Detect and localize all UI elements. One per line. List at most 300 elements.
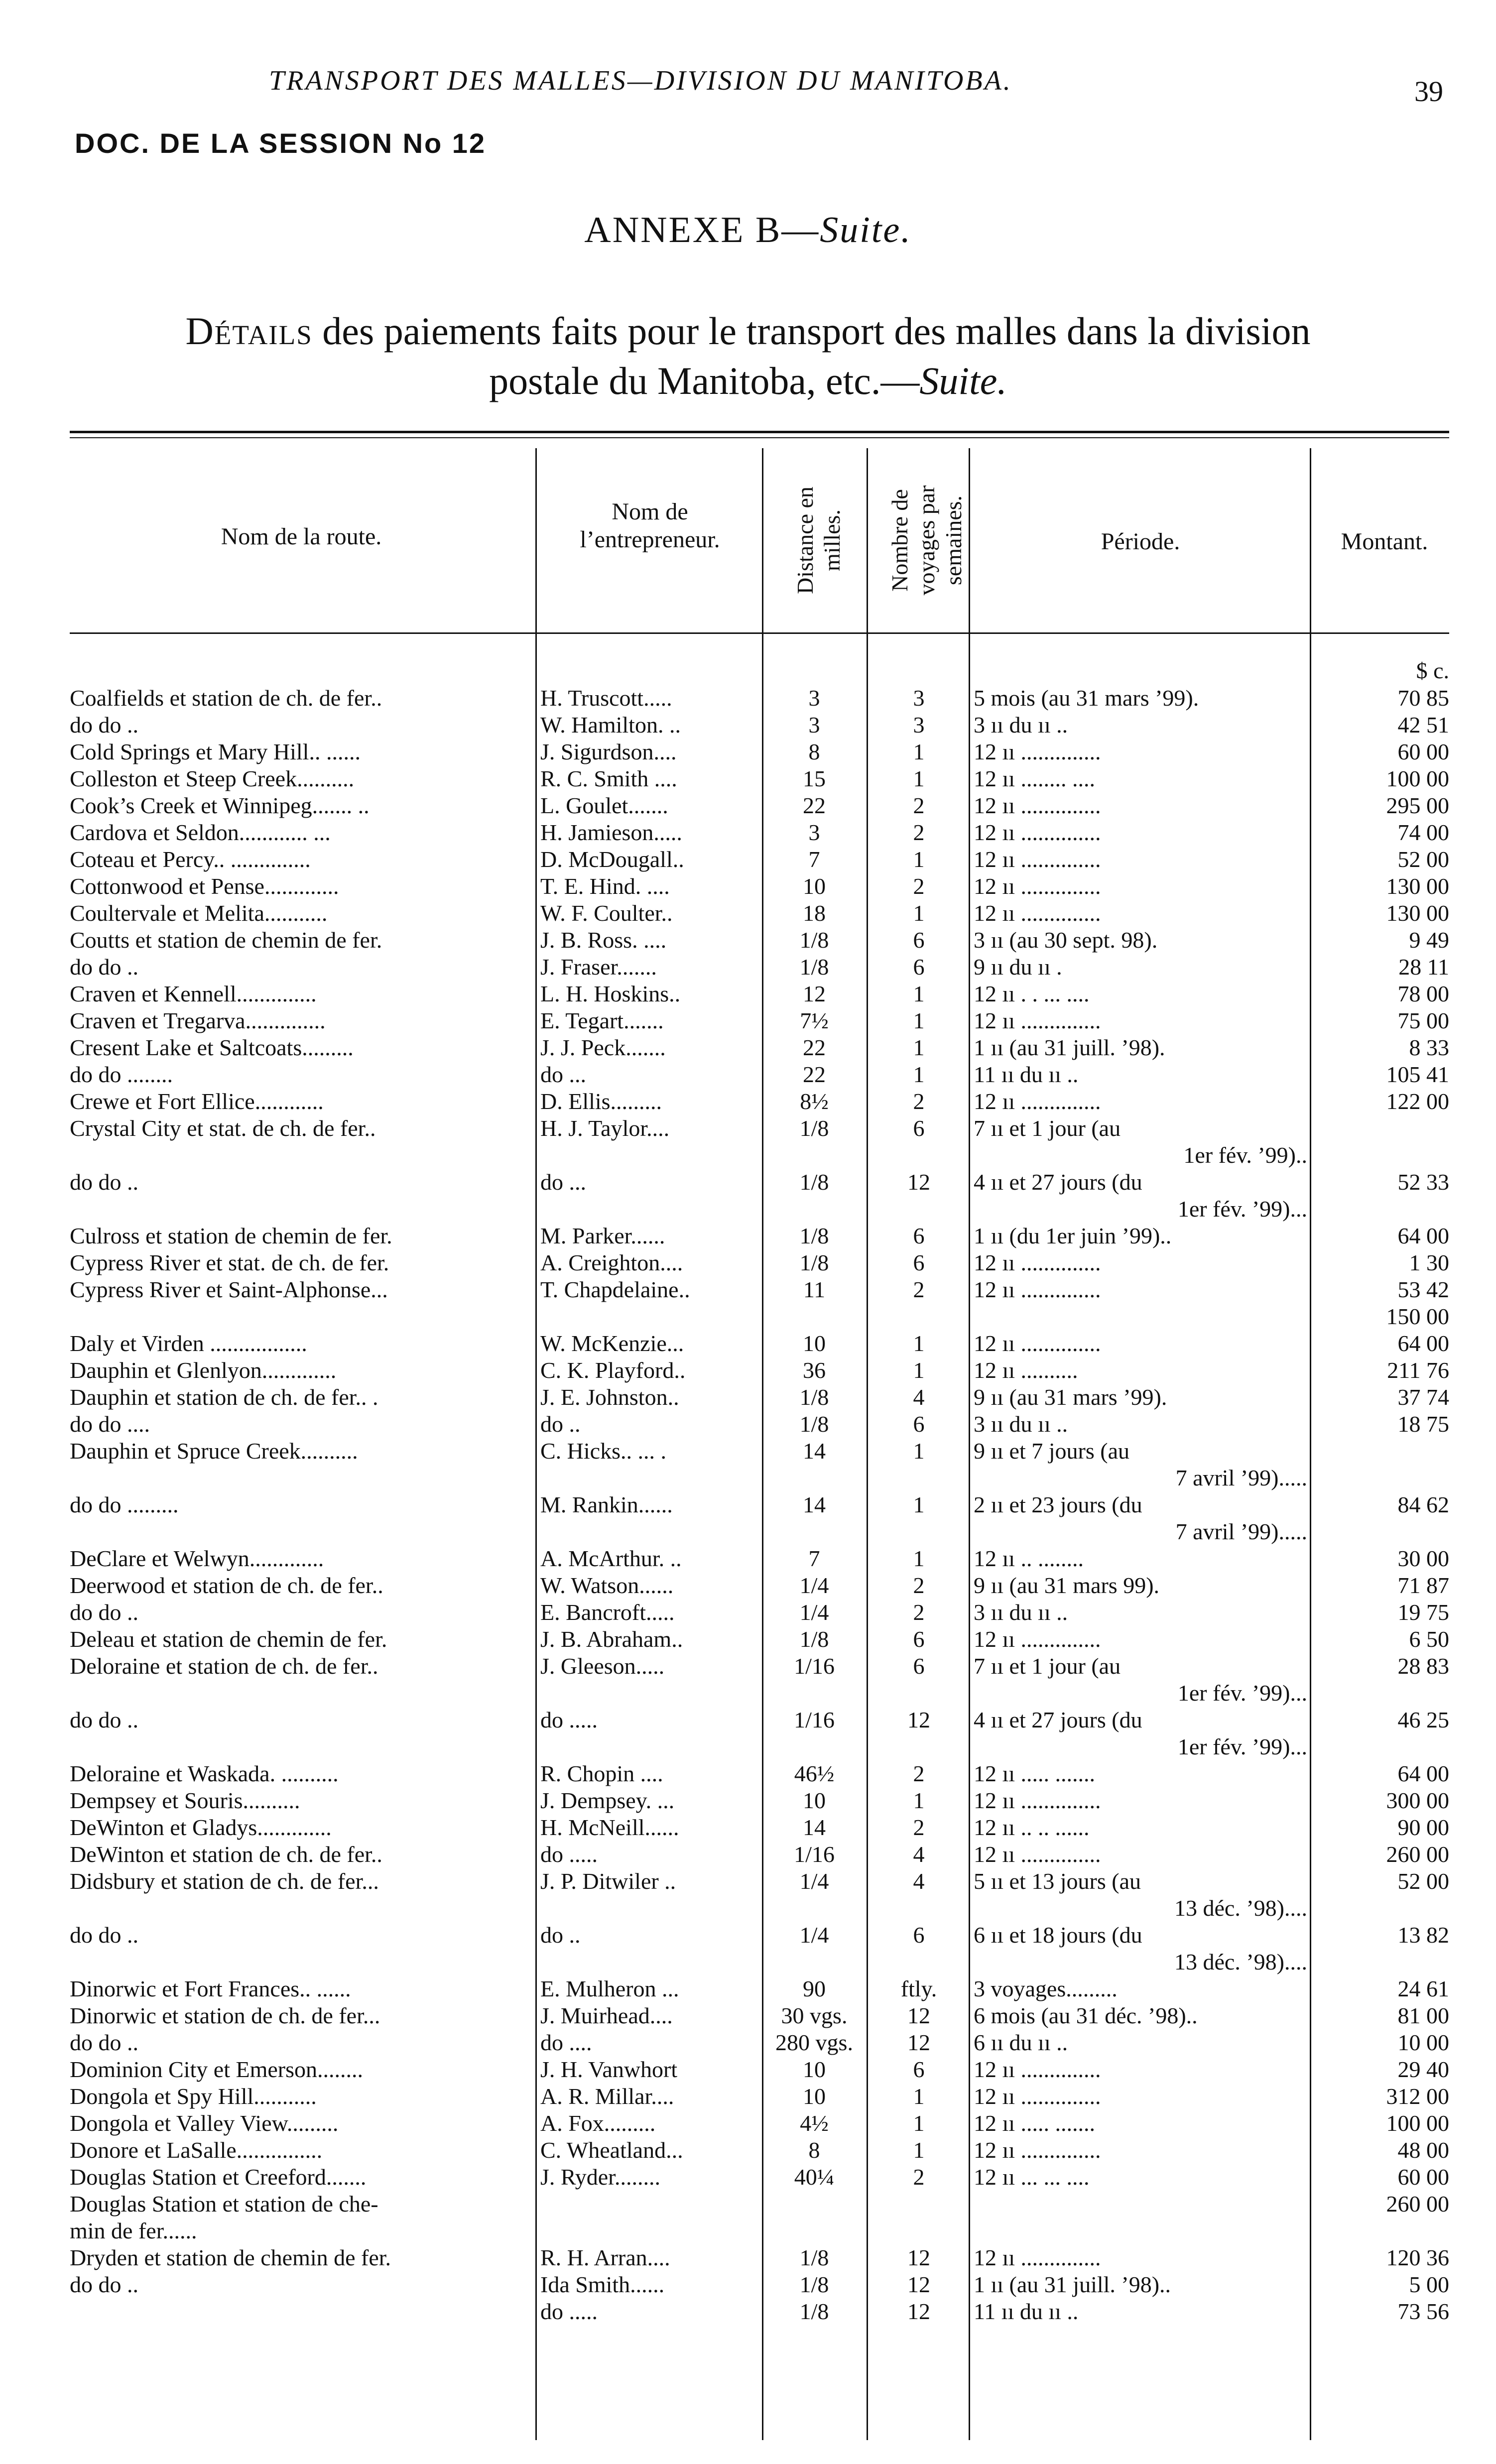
period-cell: 7 avril ’99)..... (1175, 1519, 1307, 1544)
trips-cell: 2 (913, 1573, 925, 1598)
contractor-cell: do ..... (540, 1842, 598, 1867)
distance-cell: 1/8 (799, 1411, 829, 1437)
period-cell: 12 ıı .............. (974, 1008, 1101, 1033)
column-divider-period (1310, 448, 1311, 2440)
route-cell: do do .. (70, 1600, 138, 1625)
distance-cell: 3 (808, 685, 820, 711)
period-cell: 12 ıı . . ... .... (974, 981, 1090, 1006)
trips-cell: 2 (913, 1089, 925, 1114)
contractor-cell: J. P. Ditwiler .. (540, 1868, 676, 1894)
period-cell: 7 ıı et 1 jour (au (974, 1115, 1121, 1141)
route-cell: do do .. (70, 954, 138, 980)
contractor-cell: J. Muirhead.... (540, 2003, 673, 2028)
column-divider-trips (969, 448, 970, 2440)
amount-cell: 10 00 (1397, 2030, 1449, 2055)
trips-cell: 1 (913, 1331, 925, 1356)
amount-cell: 150 00 (1386, 1304, 1449, 1329)
route-cell: Coutts et station de chemin de fer. (70, 927, 382, 953)
distance-cell: 7 (808, 847, 820, 872)
route-cell: do do ........ (70, 1062, 173, 1087)
running-head: TRANSPORT DES MALLES—DIVISION DU MANITOBA. (269, 65, 1012, 96)
contractor-cell: J. E. Johnston.. (540, 1384, 679, 1410)
period-cell: 12 ıı .............. (974, 1788, 1101, 1813)
period-cell: 12 ıı .............. (974, 1250, 1101, 1275)
distance-cell: 1/4 (799, 1600, 829, 1625)
distance-cell: 1/8 (799, 1223, 829, 1248)
period-cell: 12 ıı .......... (974, 1357, 1078, 1383)
trips-cell: 12 (907, 1169, 930, 1195)
amount-cell: 64 00 (1397, 1223, 1449, 1248)
route-cell: Craven et Kennell.............. (70, 981, 317, 1006)
route-cell: Dempsey et Souris.......... (70, 1788, 300, 1813)
trips-cell: 6 (913, 2057, 925, 2082)
route-cell: Donore et LaSalle............... (70, 2137, 323, 2163)
trips-cell: 12 (907, 2245, 930, 2270)
distance-cell: 1/8 (799, 1250, 829, 1275)
period-cell: 6 ıı du ıı .. (974, 2030, 1068, 2055)
trips-cell: 2 (913, 1815, 925, 1840)
amount-cell: 18 75 (1397, 1411, 1449, 1437)
amount-cell: 122 00 (1386, 1089, 1449, 1114)
period-cell: 9 ıı du ıı . (974, 954, 1062, 980)
column-divider-contractor (762, 448, 763, 2440)
distance-cell: 22 (803, 1062, 826, 1087)
amount-cell: 84 62 (1397, 1492, 1449, 1517)
route-cell: Dauphin et station de ch. de fer.. . (70, 1384, 378, 1410)
page-number: 39 (1414, 75, 1443, 108)
period-cell: 13 déc. ’98).... (1174, 1895, 1307, 1921)
period-cell: 3 ıı du ıı .. (974, 712, 1068, 738)
distance-cell: 1/8 (799, 1169, 829, 1195)
route-cell: DeClare et Welwyn............. (70, 1546, 324, 1571)
period-cell: 12 ıı .............. (974, 1089, 1101, 1114)
distance-cell: 46½ (794, 1761, 835, 1786)
column-header-route: Nom de la route. (221, 523, 382, 550)
contractor-cell: J. Dempsey. ... (540, 1788, 675, 1813)
route-cell: Cook’s Creek et Winnipeg....... .. (70, 793, 370, 818)
distance-cell: 1/16 (794, 1842, 835, 1867)
distance-cell: 1/8 (799, 2272, 829, 2297)
distance-cell: 280 vgs. (775, 2030, 853, 2055)
contractor-cell: R. H. Arran.... (540, 2245, 670, 2270)
period-cell: 12 ıı .............. (974, 1842, 1101, 1867)
distance-cell: 15 (803, 766, 826, 791)
table-top-rule (70, 431, 1449, 433)
contractor-cell: R. Chopin .... (540, 1761, 663, 1786)
period-cell: 1er fév. ’99)... (1177, 1196, 1307, 1222)
amount-cell: 48 00 (1397, 2137, 1449, 2163)
amount-cell: 46 25 (1397, 1707, 1449, 1732)
trips-cell: 1 (913, 766, 925, 791)
annexe-suite: Suite. (820, 210, 912, 250)
trips-cell: 2 (913, 2164, 925, 2190)
amount-cell: 52 00 (1397, 847, 1449, 872)
route-cell: Coteau et Percy.. .............. (70, 847, 311, 872)
distance-cell: 1/16 (794, 1653, 835, 1679)
period-cell: 6 ıı et 18 jours (du (974, 1922, 1142, 1948)
contractor-cell: A. McArthur. .. (540, 1546, 682, 1571)
contractor-cell: C. K. Playford.. (540, 1357, 686, 1383)
period-cell: 1er fév. ’99)... (1177, 1680, 1307, 1706)
contractor-cell: A. Creighton.... (540, 1250, 683, 1275)
route-cell: Dauphin et Spruce Creek.......... (70, 1438, 358, 1464)
distance-cell: 1/8 (799, 2245, 829, 2270)
amount-cell: 130 00 (1386, 900, 1449, 926)
period-cell: 12 ıı .............. (974, 873, 1101, 899)
distance-cell: 8 (808, 2137, 820, 2163)
route-cell: Cresent Lake et Saltcoats......... (70, 1035, 354, 1060)
period-cell: 13 déc. ’98).... (1174, 1949, 1307, 1974)
period-cell: 11 ıı du ıı .. (974, 1062, 1079, 1087)
route-cell: Deerwood et station de ch. de fer.. (70, 1573, 383, 1598)
distance-cell: 22 (803, 793, 826, 818)
amount-cell: 24 61 (1397, 1976, 1449, 2001)
contractor-cell: A. Fox......... (540, 2110, 656, 2136)
contractor-cell: E. Mulheron ... (540, 1976, 679, 2001)
period-cell: 2 ıı et 23 jours (du (974, 1492, 1142, 1517)
amount-cell: 13 82 (1397, 1922, 1449, 1948)
trips-cell: 1 (913, 1035, 925, 1060)
contractor-cell: W. F. Coulter.. (540, 900, 673, 926)
route-cell: do do .. (70, 712, 138, 738)
route-cell: do do .. (70, 1169, 138, 1195)
contractor-cell: J. B. Abraham.. (540, 1626, 683, 1652)
amount-cell: 60 00 (1397, 2164, 1449, 2190)
distance-cell: 90 (803, 1976, 826, 2001)
distance-cell: 14 (803, 1438, 826, 1464)
trips-cell: 6 (913, 1626, 925, 1652)
distance-cell: 1/8 (799, 954, 829, 980)
distance-cell: 1/8 (799, 927, 829, 953)
distance-cell: 10 (803, 1331, 826, 1356)
period-cell: 1 ıı (au 31 juill. ’98).. (974, 2272, 1171, 2297)
route-cell: Culross et station de chemin de fer. (70, 1223, 392, 1248)
amount-cell: 295 00 (1386, 793, 1449, 818)
period-cell: 5 ıı et 13 jours (au (974, 1868, 1141, 1894)
contractor-cell: J. B. Ross. .... (540, 927, 667, 953)
distance-cell: 18 (803, 900, 826, 926)
table-title-line2 (0, 359, 1496, 403)
amount-cell: 300 00 (1386, 1788, 1449, 1813)
distance-cell: 1/8 (799, 1384, 829, 1410)
period-cell: 12 ıı .............. (974, 1277, 1101, 1302)
contractor-cell: M. Rankin...... (540, 1492, 673, 1517)
trips-cell: 1 (913, 1438, 925, 1464)
route-cell: Deloraine et Waskada. .......... (70, 1761, 339, 1786)
distance-cell: 14 (803, 1492, 826, 1517)
contractor-cell: do ..... (540, 1707, 598, 1732)
trips-cell: 2 (913, 1600, 925, 1625)
period-cell: 11 ıı du ıı .. (974, 2299, 1079, 2324)
column-divider-route (535, 448, 537, 2440)
table-top-rule-thin (70, 437, 1449, 438)
route-cell: min de fer...... (70, 2218, 197, 2243)
trips-cell: 2 (913, 873, 925, 899)
period-cell: 12 ıı .............. (974, 2057, 1101, 2082)
period-cell: 3 voyages......... (974, 1976, 1118, 2001)
amount-cell: 52 00 (1397, 1868, 1449, 1894)
contractor-cell: H. Jamieson..... (540, 820, 682, 845)
amount-cell: 130 00 (1386, 873, 1449, 899)
trips-cell: 6 (913, 1653, 925, 1679)
route-cell: DeWinton et station de ch. de fer.. (70, 1842, 382, 1867)
contractor-cell: J. Ryder........ (540, 2164, 660, 2190)
period-cell: 12 ıı ..... ....... (974, 2110, 1096, 2136)
contractor-cell: T. Chapdelaine.. (540, 1277, 690, 1302)
distance-cell: 22 (803, 1035, 826, 1060)
contractor-cell: H. Truscott..... (540, 685, 672, 711)
trips-cell: 2 (913, 793, 925, 818)
trips-cell: 3 (913, 685, 925, 711)
distance-cell: 1/8 (799, 1115, 829, 1141)
route-cell: Deloraine et station de ch. de fer.. (70, 1653, 378, 1679)
amount-cell: 312 00 (1386, 2084, 1449, 2109)
period-cell: 12 ıı .............. (974, 900, 1101, 926)
period-cell: 1er fév. ’99)... (1177, 1734, 1307, 1759)
period-cell: 12 ıı .............. (974, 847, 1101, 872)
distance-cell: 12 (803, 981, 826, 1006)
contractor-cell: W. Hamilton. .. (540, 712, 681, 738)
amount-cell: 78 00 (1397, 981, 1449, 1006)
route-cell: Deleau et station de chemin de fer. (70, 1626, 387, 1652)
period-cell: 3 ıı du ıı .. (974, 1600, 1068, 1625)
column-header-amount: Montant. (1341, 528, 1428, 555)
route-cell: Dryden et station de chemin de fer. (70, 2245, 391, 2270)
period-cell: 3 ıı du ıı .. (974, 1411, 1068, 1437)
period-cell: 12 ıı .............. (974, 739, 1101, 764)
currency-label: $ c. (1416, 658, 1449, 683)
trips-cell: 12 (907, 2272, 930, 2297)
period-cell: 9 ıı (au 31 mars 99). (974, 1573, 1160, 1598)
period-cell: 12 ıı .............. (974, 2137, 1101, 2163)
contractor-cell: do .. (540, 1411, 581, 1437)
route-cell: Cypress River et stat. de ch. de fer. (70, 1250, 389, 1275)
route-cell: do do .. (70, 1922, 138, 1948)
amount-cell: 5 00 (1409, 2272, 1449, 2297)
distance-cell: 36 (803, 1357, 826, 1383)
contractor-cell: H. J. Taylor.... (540, 1115, 670, 1141)
contractor-cell: D. McDougall.. (540, 847, 684, 872)
period-cell: 3 ıı (au 30 sept. 98). (974, 927, 1158, 953)
period-cell: 9 ıı (au 31 mars ’99). (974, 1384, 1167, 1410)
amount-cell: 28 83 (1397, 1653, 1449, 1679)
amount-cell: 6 50 (1409, 1626, 1449, 1652)
period-cell: 1er fév. ’99).. (1183, 1142, 1307, 1168)
amount-cell: 30 00 (1397, 1546, 1449, 1571)
trips-cell: 2 (913, 1277, 925, 1302)
period-cell: 6 mois (au 31 déc. ’98).. (974, 2003, 1198, 2028)
contractor-cell: J. H. Vanwhort (540, 2057, 678, 2082)
route-cell: Douglas Station et station de che- (70, 2191, 378, 2217)
period-cell: 12 ıı .............. (974, 820, 1101, 845)
trips-cell: 12 (907, 2299, 930, 2324)
contractor-cell: do .. (540, 1922, 581, 1948)
contractor-cell: C. Hicks.. ... . (540, 1438, 666, 1464)
annexe-main: ANNEXE B— (584, 210, 820, 250)
trips-cell: 12 (907, 2030, 930, 2055)
contractor-cell: J. Fraser....... (540, 954, 657, 980)
route-cell: Didsbury et station de ch. de fer... (70, 1868, 379, 1894)
period-cell: 12 ıı .............. (974, 2084, 1101, 2109)
column-header-distance: Distance en milles. (792, 487, 845, 594)
trips-cell: 6 (913, 1411, 925, 1437)
amount-cell: 70 85 (1397, 685, 1449, 711)
period-cell: 12 ıı .............. (974, 793, 1101, 818)
route-cell: Cottonwood et Pense............. (70, 873, 339, 899)
contractor-cell: E. Tegart....... (540, 1008, 664, 1033)
trips-cell: 1 (913, 1788, 925, 1813)
distance-cell: 3 (808, 712, 820, 738)
period-cell: 12 ıı .. ........ (974, 1546, 1084, 1571)
route-cell: Dinorwic et Fort Frances.. ...... (70, 1976, 351, 2001)
distance-cell: 1/4 (799, 1868, 829, 1894)
route-cell: Cardova et Seldon............ ... (70, 820, 331, 845)
trips-cell: 6 (913, 1250, 925, 1275)
contractor-cell: do .... (540, 2030, 592, 2055)
trips-cell: 3 (913, 712, 925, 738)
period-cell: 1 ıı (au 31 juill. ’98). (974, 1035, 1165, 1060)
contractor-cell: C. Wheatland... (540, 2137, 683, 2163)
period-cell: 12 ıı .. .. ...... (974, 1815, 1090, 1840)
trips-cell: 2 (913, 820, 925, 845)
amount-cell: 28 11 (1398, 954, 1449, 980)
distance-cell: 1/8 (799, 2299, 829, 2324)
amount-cell: 37 74 (1397, 1384, 1449, 1410)
title-line1-rest: des paiements faits pour le transport des malles dans la division (312, 309, 1311, 353)
amount-cell: 8 33 (1409, 1035, 1449, 1060)
contractor-cell: R. C. Smith .... (540, 766, 677, 791)
trips-cell: 1 (913, 1062, 925, 1087)
title-line2-main: postale du Manitoba, etc.— (489, 359, 920, 402)
contractor-cell: J. Gleeson..... (540, 1653, 665, 1679)
trips-cell: 1 (913, 1546, 925, 1571)
amount-cell: 42 51 (1397, 712, 1449, 738)
trips-cell: 1 (913, 2110, 925, 2136)
trips-cell: 1 (913, 1492, 925, 1517)
amount-cell: 64 00 (1397, 1331, 1449, 1356)
route-cell: Coultervale et Melita........... (70, 900, 328, 926)
annexe-heading (0, 209, 1496, 251)
amount-cell: 74 00 (1397, 820, 1449, 845)
period-cell: 12 ıı .............. (974, 2245, 1101, 2270)
column-header-contractor: Nom de l’entrepreneur. (580, 498, 720, 553)
distance-cell: 1/16 (794, 1707, 835, 1732)
title-line2-suite: Suite. (919, 359, 1007, 402)
distance-cell: 7½ (800, 1008, 829, 1033)
contractor-cell: J. J. Peck....... (540, 1035, 666, 1060)
period-cell: 12 ıı ..... ....... (974, 1761, 1096, 1786)
trips-cell: 6 (913, 954, 925, 980)
distance-cell: 10 (803, 2057, 826, 2082)
amount-cell: 9 49 (1409, 927, 1449, 953)
amount-cell: 53 42 (1397, 1277, 1449, 1302)
route-cell: Douglas Station et Creeford....... (70, 2164, 367, 2190)
period-cell: 4 ıı et 27 jours (du (974, 1169, 1142, 1195)
trips-cell: 1 (913, 900, 925, 926)
distance-cell: 40¼ (794, 2164, 835, 2190)
contractor-cell: Ida Smith...... (540, 2272, 665, 2297)
trips-cell: 6 (913, 927, 925, 953)
amount-cell: 1 30 (1409, 1250, 1449, 1275)
distance-cell: 8½ (800, 1089, 829, 1114)
distance-cell: 8 (808, 739, 820, 764)
amount-cell: 64 00 (1397, 1761, 1449, 1786)
route-cell: do do ......... (70, 1492, 179, 1517)
column-header-period: Période. (1101, 528, 1180, 555)
trips-cell: ftly. (900, 1976, 937, 2001)
amount-cell: 60 00 (1397, 739, 1449, 764)
amount-cell: 211 76 (1387, 1357, 1449, 1383)
trips-cell: 1 (913, 739, 925, 764)
distance-cell: 10 (803, 1788, 826, 1813)
amount-cell: 75 00 (1397, 1008, 1449, 1033)
distance-cell: 4½ (800, 2110, 829, 2136)
table-title-line1 (0, 309, 1496, 354)
distance-cell: 30 vgs. (781, 2003, 848, 2028)
trips-cell: 12 (907, 1707, 930, 1732)
trips-cell: 1 (913, 2084, 925, 2109)
route-cell: Craven et Tregarva.............. (70, 1008, 326, 1033)
trips-cell: 4 (913, 1842, 925, 1867)
amount-cell: 52 33 (1397, 1169, 1449, 1195)
route-cell: Colleston et Steep Creek.......... (70, 766, 355, 791)
contractor-cell: H. McNeill...... (540, 1815, 679, 1840)
distance-cell: 14 (803, 1815, 826, 1840)
amount-cell: 90 00 (1397, 1815, 1449, 1840)
trips-cell: 4 (913, 1868, 925, 1894)
contractor-cell: A. R. Millar.... (540, 2084, 674, 2109)
contractor-cell: do ... (540, 1062, 586, 1087)
route-cell: do do .. (70, 2030, 138, 2055)
amount-cell: 105 41 (1386, 1062, 1449, 1087)
header-bottom-rule (70, 632, 1449, 634)
contractor-cell: J. Sigurdson.... (540, 739, 677, 764)
amount-cell: 120 36 (1386, 2245, 1449, 2270)
contractor-cell: do ..... (540, 2299, 598, 2324)
route-cell: Dauphin et Glenlyon............. (70, 1357, 337, 1383)
route-cell: Dongola et Spy Hill........... (70, 2084, 317, 2109)
period-cell: 12 ıı .............. (974, 1331, 1101, 1356)
route-cell: Dongola et Valley View......... (70, 2110, 339, 2136)
route-cell: Crystal City et stat. de ch. de fer.. (70, 1115, 376, 1141)
trips-cell: 1 (913, 981, 925, 1006)
amount-cell: 260 00 (1386, 2191, 1449, 2217)
route-cell: DeWinton et Gladys............. (70, 1815, 332, 1840)
amount-cell: 100 00 (1386, 2110, 1449, 2136)
contractor-cell: L. Goulet....... (540, 793, 668, 818)
distance-cell: 7 (808, 1546, 820, 1571)
distance-cell: 1/4 (799, 1573, 829, 1598)
trips-cell: 6 (913, 1223, 925, 1248)
trips-cell: 1 (913, 2137, 925, 2163)
distance-cell: 1/8 (799, 1626, 829, 1652)
trips-cell: 2 (913, 1761, 925, 1786)
amount-cell: 81 00 (1397, 2003, 1449, 2028)
amount-cell: 73 56 (1397, 2299, 1449, 2324)
trips-cell: 4 (913, 1384, 925, 1410)
contractor-cell: W. McKenzie... (540, 1331, 684, 1356)
contractor-cell: E. Bancroft..... (540, 1600, 675, 1625)
amount-cell: 260 00 (1386, 1842, 1449, 1867)
contractor-cell: D. Ellis......... (540, 1089, 662, 1114)
route-cell: do do .. (70, 1707, 138, 1732)
period-cell: 7 ıı et 1 jour (au (974, 1653, 1121, 1679)
route-cell: Coalfields et station de ch. de fer.. (70, 685, 382, 711)
contractor-cell: L. H. Hoskins.. (540, 981, 681, 1006)
distance-cell: 1/4 (799, 1922, 829, 1948)
route-cell: Cold Springs et Mary Hill.. ...... (70, 739, 361, 764)
contractor-cell: do ... (540, 1169, 586, 1195)
